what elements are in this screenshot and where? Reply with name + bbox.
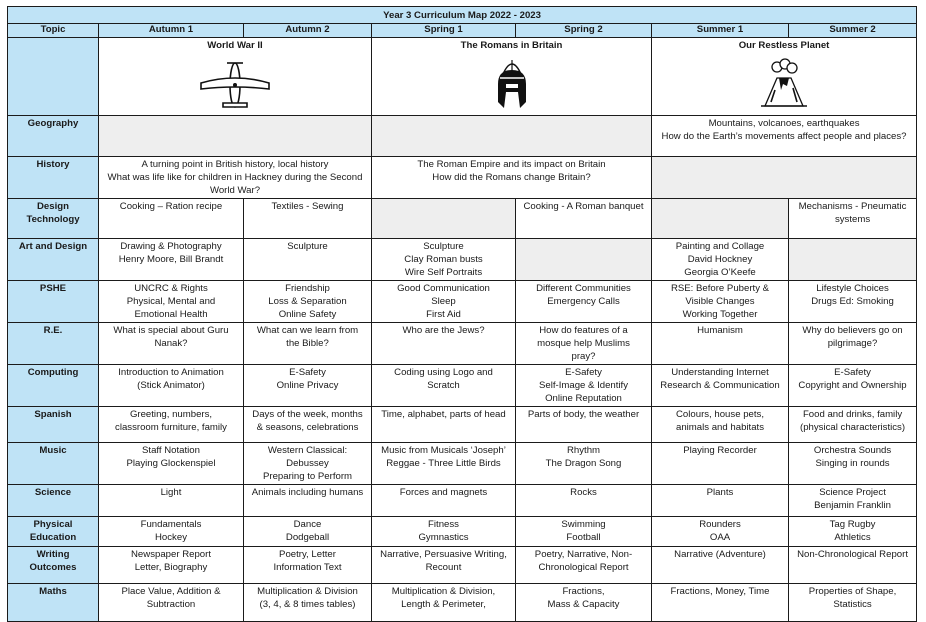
cell-pe-sp1: Fitness Gymnastics — [372, 517, 516, 547]
spring-topic — [372, 38, 652, 116]
cell-computing-su1: Understanding Internet Research & Communication — [652, 365, 789, 407]
cell-re-a1: What is special about Guru Nanak? — [99, 323, 244, 365]
cell-art-sp1: Sculpture Clay Roman busts Wire Self Portraits — [372, 239, 516, 281]
cell-pshe-su1: RSE: Before Puberty & Visible Changes Working Together — [652, 281, 789, 323]
curriculum-map-table — [7, 6, 917, 622]
table-row — [8, 116, 917, 157]
cell-spanish-su1: Colours, house pets, animals and habitats — [652, 407, 789, 443]
cell-re-a2: What can we learn from the Bible? — [244, 323, 372, 365]
empty-cell — [516, 239, 652, 281]
cell-science-a2: Animals including humans — [244, 485, 372, 517]
cell-dt-a1: Cooking – Ration recipe — [99, 199, 244, 239]
spitfire-plane-icon — [199, 58, 271, 110]
cell-music-sp1: Music from Musicals ‘Joseph’ Reggae - Three Little Birds — [372, 443, 516, 485]
cell-writing-a2: Poetry, Letter Information Text — [244, 547, 372, 584]
cell-re-su1: Humanism — [652, 323, 789, 365]
empty-cell — [372, 199, 516, 239]
table-row — [8, 157, 917, 199]
cell-re-su2: Why do believers go on pilgrimage? — [789, 323, 917, 365]
cell-music-sp2: Rhythm The Dragon Song — [516, 443, 652, 485]
cell-spanish-a2: Days of the week, months & seasons, celebrations — [244, 407, 372, 443]
topic-header-label: Topic — [8, 24, 99, 38]
term-header-summer-2: Summer 2 — [789, 24, 917, 38]
cell-pshe-su2: Lifestyle Choices Drugs Ed: Smoking — [789, 281, 917, 323]
table-row — [8, 443, 917, 485]
cell-music-su1: Playing Recorder — [652, 443, 789, 485]
spring-topic-title: The Romans in Britain — [460, 40, 563, 51]
row-label-history: History — [8, 157, 99, 199]
cell-maths-sp1: Multiplication & Division, Length & Perimeter, — [372, 584, 516, 622]
term-header-spring-2: Spring 2 — [516, 24, 652, 38]
cell-pe-sp2: Swimming Football — [516, 517, 652, 547]
cell-computing-sp1: Coding using Logo and Scratch — [372, 365, 516, 407]
cell-writing-su2: Non-Chronological Report — [789, 547, 917, 584]
row-label-spanish: Spanish — [8, 407, 99, 443]
cell-writing-sp1: Narrative, Persuasive Writing, Recount — [372, 547, 516, 584]
summer-topic — [652, 38, 917, 116]
cell-pshe-sp2: Different Communities Emergency Calls — [516, 281, 652, 323]
cell-maths-a2: Multiplication & Division (3, 4, & 8 times tables) — [244, 584, 372, 622]
row-label-writing: Writing Outcomes — [8, 547, 99, 584]
row-label-re: R.E. — [8, 323, 99, 365]
cell-science-su2: Science Project Benjamin Franklin — [789, 485, 917, 517]
empty-cell — [372, 116, 652, 157]
cell-pe-a2: Dance Dodgeball — [244, 517, 372, 547]
row-label-dt: Design Technology — [8, 199, 99, 239]
cell-geography-summer: Mountains, volcanoes, earthquakes How do the Earth’s movements affect people and places? — [652, 116, 917, 157]
cell-maths-a1: Place Value, Addition & Subtraction — [99, 584, 244, 622]
topic-row-label — [8, 38, 99, 116]
table-row — [8, 485, 917, 517]
table-row — [8, 517, 917, 547]
cell-pshe-a2: Friendship Loss & Separation Online Safety — [244, 281, 372, 323]
empty-cell — [652, 157, 917, 199]
table-row — [8, 199, 917, 239]
table-row — [8, 407, 917, 443]
empty-cell — [789, 239, 917, 281]
page-title: Year 3 Curriculum Map 2022 - 2023 — [8, 7, 917, 24]
cell-spanish-sp2: Parts of body, the weather — [516, 407, 652, 443]
table-row — [8, 547, 917, 584]
cell-music-a2: Western Classical: Debussey Preparing to Perform — [244, 443, 372, 485]
cell-science-su1: Plants — [652, 485, 789, 517]
cell-science-a1: Light — [99, 485, 244, 517]
cell-art-a1: Drawing & Photography Henry Moore, Bill Brandt — [99, 239, 244, 281]
cell-writing-su1: Narrative (Adventure) — [652, 547, 789, 584]
cell-pshe-a1: UNCRC & Rights Physical, Mental and Emotional Health — [99, 281, 244, 323]
volcano-icon — [757, 58, 811, 110]
cell-science-sp2: Rocks — [516, 485, 652, 517]
cell-pe-su2: Tag Rugby Athletics — [789, 517, 917, 547]
term-header-row — [8, 24, 917, 38]
cell-re-sp2: How do features of a mosque help Muslims pray? — [516, 323, 652, 365]
row-label-science: Science — [8, 485, 99, 517]
autumn-topic-title: World War II — [207, 40, 263, 51]
table-row — [8, 323, 917, 365]
table-row — [8, 365, 917, 407]
table-row — [8, 239, 917, 281]
cell-music-a1: Staff Notation Playing Glockenspiel — [99, 443, 244, 485]
cell-writing-sp2: Poetry, Narrative, Non- Chronological Report — [516, 547, 652, 584]
cell-pshe-sp1: Good Communication Sleep First Aid — [372, 281, 516, 323]
cell-computing-su2: E-Safety Copyright and Ownership — [789, 365, 917, 407]
row-label-computing: Computing — [8, 365, 99, 407]
cell-history-autumn: A turning point in British history, local history What was life like for children in Hackney during the Second World War? — [99, 157, 372, 199]
autumn-topic — [99, 38, 372, 116]
cell-science-sp1: Forces and magnets — [372, 485, 516, 517]
cell-computing-a2: E-Safety Online Privacy — [244, 365, 372, 407]
cell-writing-a1: Newspaper Report Letter, Biography — [99, 547, 244, 584]
row-label-music: Music — [8, 443, 99, 485]
cell-maths-sp2: Fractions, Mass & Capacity — [516, 584, 652, 622]
term-header-summer-1: Summer 1 — [652, 24, 789, 38]
cell-pe-a1: Fundamentals Hockey — [99, 517, 244, 547]
cell-spanish-a1: Greeting, numbers, classroom furniture, family — [99, 407, 244, 443]
cell-dt-su2: Mechanisms - Pneumatic systems — [789, 199, 917, 239]
cell-dt-sp2: Cooking - A Roman banquet — [516, 199, 652, 239]
term-header-autumn-1: Autumn 1 — [99, 24, 244, 38]
roman-helmet-icon — [490, 58, 534, 110]
term-header-spring-1: Spring 1 — [372, 24, 516, 38]
cell-art-a2: Sculpture — [244, 239, 372, 281]
row-label-art: Art and Design — [8, 239, 99, 281]
table-row — [8, 584, 917, 622]
cell-art-su1: Painting and Collage David Hockney Georgia O’Keefe — [652, 239, 789, 281]
cell-computing-sp2: E-Safety Self-Image & Identify Online Reputation — [516, 365, 652, 407]
cell-computing-a1: Introduction to Animation (Stick Animator) — [99, 365, 244, 407]
empty-cell — [652, 199, 789, 239]
cell-re-sp1: Who are the Jews? — [372, 323, 516, 365]
table-row — [8, 281, 917, 323]
summer-topic-title: Our Restless Planet — [738, 40, 830, 51]
topic-row — [8, 38, 917, 116]
title-row — [8, 7, 917, 24]
cell-pe-su1: Rounders OAA — [652, 517, 789, 547]
cell-maths-su2: Properties of Shape, Statistics — [789, 584, 917, 622]
row-label-maths: Maths — [8, 584, 99, 622]
empty-cell — [99, 116, 372, 157]
cell-dt-a2: Textiles - Sewing — [244, 199, 372, 239]
row-label-pe: Physical Education — [8, 517, 99, 547]
cell-spanish-su2: Food and drinks, family (physical characteristics) — [789, 407, 917, 443]
row-label-geography: Geography — [8, 116, 99, 157]
cell-music-su2: Orchestra Sounds Singing in rounds — [789, 443, 917, 485]
row-label-pshe: PSHE — [8, 281, 99, 323]
cell-maths-su1: Fractions, Money, Time — [652, 584, 789, 622]
cell-spanish-sp1: Time, alphabet, parts of head — [372, 407, 516, 443]
cell-history-spring: The Roman Empire and its impact on Britain How did the Romans change Britain? — [372, 157, 652, 199]
term-header-autumn-2: Autumn 2 — [244, 24, 372, 38]
